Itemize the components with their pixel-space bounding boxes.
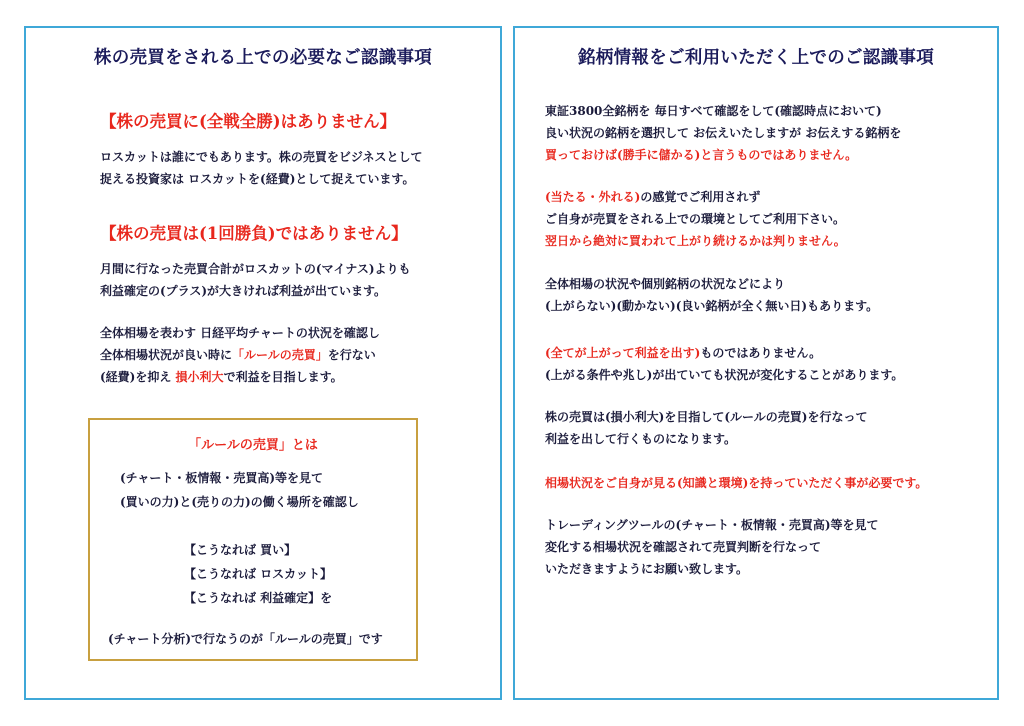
trading-goal-paragraph (545, 406, 867, 450)
all-rise-highlight: (全てが上がって利益を出す) (545, 346, 701, 360)
text-line: (上がらない)(動かない)(良い銘柄が全く無い日)もあります。 (545, 299, 879, 313)
monthly-profit-paragraph (100, 258, 411, 302)
text-line: 変化する相場状況を確認されて売買判断を行なって (545, 540, 822, 554)
rule-trading-box (88, 418, 418, 661)
market-check-paragraph (100, 322, 380, 388)
text-line: (買いの力)と(売りの力)の働く場所を確認し (120, 495, 359, 509)
text-segment: (経費)を抑え (100, 370, 172, 384)
rule-box-lines (120, 466, 359, 514)
condition-buy: 【こうなれば 買い】 (184, 543, 297, 557)
condition-take-profit: 【こうなれば 利益確定】を (184, 591, 333, 605)
text-line-warning: 翌日から絶対に買われて上がり続けるかは判りません。 (545, 234, 846, 248)
heading-not-one-shot: 【株の売買は(1回勝負)ではありません】 (100, 224, 408, 243)
text-line (100, 344, 380, 366)
left-panel-title: 株の売買をされる上での必要なご認識事項 (93, 48, 433, 68)
text-line: (上がる条件や兆し)が出ていても状況が変化することがあります。 (545, 368, 904, 382)
text-line: 全体相場の状況や個別銘柄の状況などにより (545, 277, 786, 291)
rule-box-title: 「ルールの売買」とは (188, 438, 318, 453)
text-segment: で利益を目指します。 (223, 370, 343, 384)
text-line: 捉える投資家は ロスカットを(経費)として捉えています。 (100, 172, 415, 186)
rule-box-conditions (184, 538, 332, 610)
small-loss-big-profit-highlight: 損小利大 (175, 370, 224, 384)
losscut-paragraph (100, 146, 423, 190)
text-line: (チャート・板情報・売買高)等を見て (120, 471, 323, 485)
left-panel (24, 26, 502, 700)
stock-info-paragraph (545, 100, 901, 166)
usage-paragraph (545, 186, 846, 252)
right-panel-title: 銘柄情報をご利用いただく上でのご認識事項 (578, 48, 934, 68)
text-line: 利益を出して行くものになります。 (545, 432, 737, 446)
knowledge-requirement-line: 相場状況をご自身が見る(知識と環境)を持っていただく事が必要です。 (545, 476, 928, 490)
trading-tool-paragraph (545, 514, 879, 580)
condition-losscut: 【こうなれば ロスカット】 (184, 567, 333, 581)
not-all-rise-paragraph (545, 342, 903, 386)
text-line: 利益確定の(プラス)が大きければ利益が出ています。 (100, 284, 387, 298)
text-line: いただきますようにお願い致します。 (545, 562, 749, 576)
rule-box-footer: (チャート分析)で行なうのが「ルールの売買」です (108, 632, 383, 646)
text-line (100, 366, 380, 388)
text-line: 良い状況の銘柄を選択して お伝えいたしますが お伝えする銘柄を (545, 126, 902, 140)
right-panel (513, 26, 999, 700)
text-line: 月間に行なった売買合計がロスカットの(マイナス)よりも (100, 262, 411, 276)
text-line: 東証3800全銘柄を 毎日すべて確認をして(確認時点において) (545, 104, 882, 118)
market-condition-paragraph (545, 273, 878, 317)
text-segment: の感覚でご利用されず (640, 190, 761, 204)
text-line: 株の売買は(損小利大)を目指して(ルールの売買)を行なって (545, 410, 868, 424)
text-segment: ものではありません。 (700, 346, 822, 360)
text-segment: 全体相場状況が良い時に (100, 348, 233, 362)
text-line (545, 186, 846, 208)
heading-no-all-wins: 【株の売買に(全戦全勝)はありません】 (100, 112, 397, 131)
text-line-warning: 買っておけば(勝手に儲かる)と言うものではありません。 (545, 148, 858, 162)
text-line: 全体相場を表わす 日経平均チャートの状況を確認し (100, 326, 380, 340)
text-segment: を行ない (327, 348, 376, 362)
text-line: ご自身が売買をされる上での環境としてご利用下さい。 (545, 212, 846, 226)
hit-miss-highlight: (当たる・外れる) (545, 190, 641, 204)
rule-trading-highlight: 「ルールの売買」 (232, 348, 328, 362)
text-line: ロスカットは誰にでもあります。株の売買をビジネスとして (100, 150, 423, 164)
text-line: トレーディングツールの(チャート・板情報・売買高)等を見て (545, 518, 879, 532)
text-line (545, 342, 903, 364)
